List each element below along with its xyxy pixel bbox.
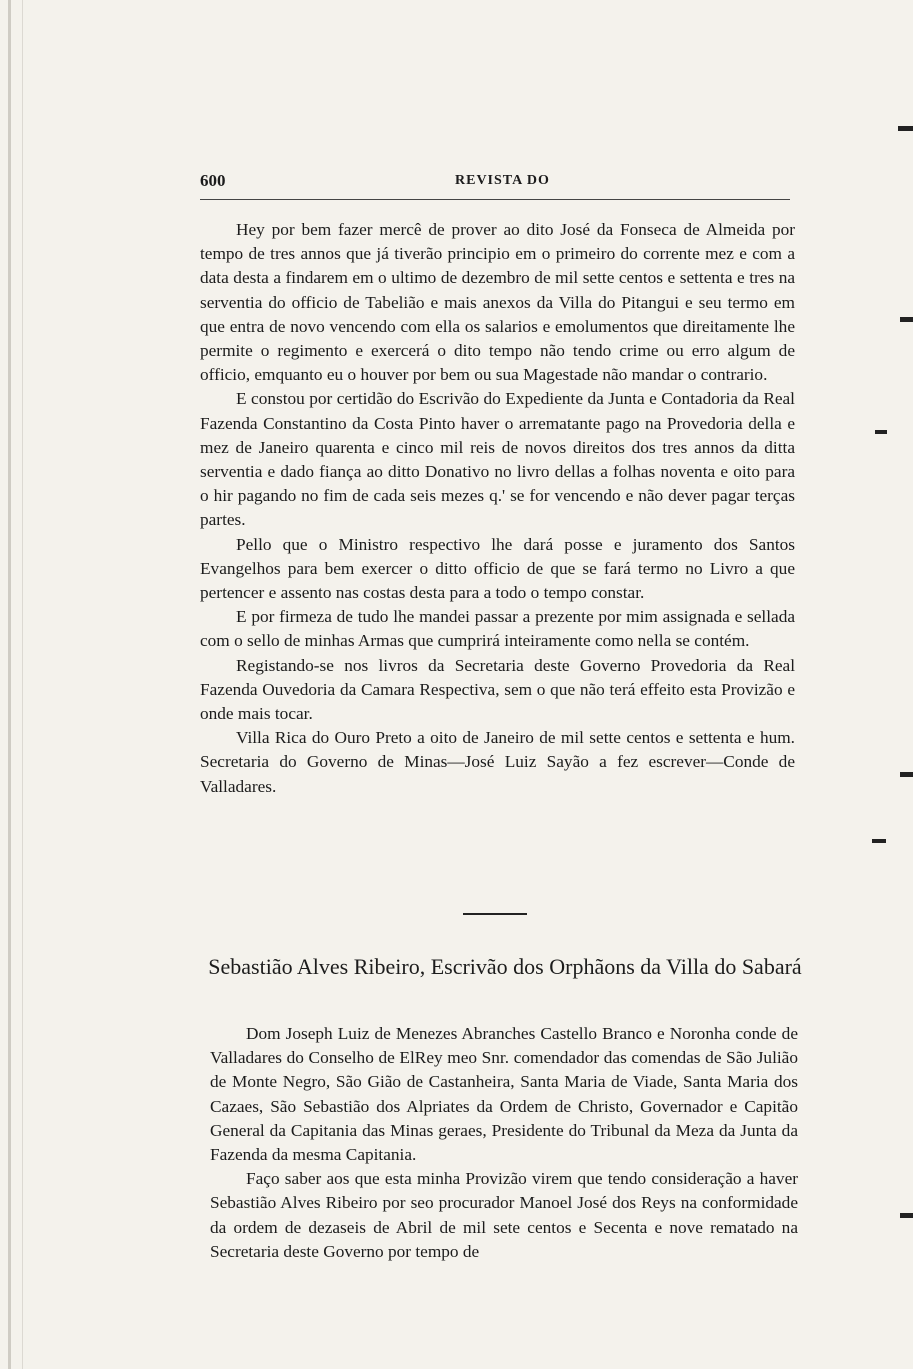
paragraph: Pello que o Ministro respectivo lhe dará posse e juramento dos Santos Evangelhos para bem exercer o ditto officio de que se fará termo no Livro a que pertencer e assento nas costas desta para a todo o tempo constar. bbox=[200, 534, 795, 603]
section-2-text bbox=[210, 1022, 798, 1264]
header-rule bbox=[200, 199, 790, 200]
binding-edge-line bbox=[22, 0, 23, 1369]
paragraph: Villa Rica do Ouro Preto a oito de Janeiro de mil sette centos e settenta e hum. Secretaria do Governo de Minas—José Luiz Sayão a fez escrever—Conde de Valladares. bbox=[200, 728, 795, 796]
margin-mark bbox=[900, 772, 913, 777]
paragraph: Dom Joseph Luiz de Menezes Abranches Castello Branco e Noronha conde de Valladares do Conselho de ElRey meo Snr. comendador das comendas de São Julião de Monte Negro, São Gião de Castanheira, Santa Maria de Viade, Santa Maria dos Cazaes, São Sebastião dos Alpriates da Ordem de Christo, Governador e Capitão General da Capitania das Minas geraes, Presidente do Tribunal da Meza da Junta da Fazenda da mesma Capitania. bbox=[210, 1024, 798, 1165]
page-header bbox=[200, 171, 795, 195]
paragraph: Faço saber aos que esta minha Provizão virem que tendo consideração a haver Sebastião Alves Ribeiro por seo procurador Manoel José dos Reys na conformidade da ordem de dezaseis de Abril de mil sete centos e Secenta e nove rematado na Secretaria deste Governo por tempo de bbox=[210, 1169, 798, 1261]
section-title: Sebastião Alves Ribeiro, Escrivão dos Orphãons da Villa do Sabará bbox=[208, 954, 802, 979]
running-title: REVISTA DO bbox=[455, 173, 550, 188]
paragraph: Hey por bem fazer mercê de prover ao dito José da Fonseca de Almeida por tempo de tres annos que já tiverão principio em o primeiro do corrente mez e com a data desta a findarem em o ultimo de dezembro de mil sette centos e settenta e tres na serventia do officio de Tabelião e mais anexos da Villa do Pitangui e seu termo em que entra de novo vencendo com ella os salarios e emolumentos que direitamente lhe permite o regimento e exercerá o dito tempo não tendo crime ou erro algum de officio, emquanto eu o houver por bem ou sua Magestade não mandar o contrario. bbox=[200, 220, 795, 385]
binding-edge bbox=[8, 0, 11, 1369]
margin-mark bbox=[872, 839, 886, 843]
margin-mark bbox=[875, 430, 887, 434]
section-separator bbox=[463, 913, 527, 915]
margin-mark bbox=[898, 126, 913, 131]
section-1-text bbox=[200, 218, 795, 799]
margin-mark bbox=[900, 1213, 913, 1218]
paragraph: E constou por certidão do Escrivão do Expediente da Junta e Contadoria da Real Fazenda Constantino da Costa Pinto haver o arrematante pago na Provedoria della e mez de Janeiro quarenta e cinco mil reis de novos direitos dos tres annos da ditta serventia e dado fiança ao ditto Donativo no livro dellas a folhas noventa e oito para o hir pagando no fim de cada seis mezes q.' se for vencendo e não dever pagar terças partes. bbox=[200, 389, 795, 530]
paragraph: Registando-se nos livros da Secretaria deste Governo Provedoria da Real Fazenda Ouvedoria da Camara Respectiva, sem o que não terá effeito esta Provizão e onde mais tocar. bbox=[200, 655, 795, 724]
margin-mark bbox=[900, 317, 913, 322]
paragraph: E por firmeza de tudo lhe mandei passar a prezente por mim assignada e sellada com o sello de minhas Armas que cumprirá inteiramente como nella se contém. bbox=[200, 607, 795, 651]
page-number: 600 bbox=[200, 171, 226, 190]
